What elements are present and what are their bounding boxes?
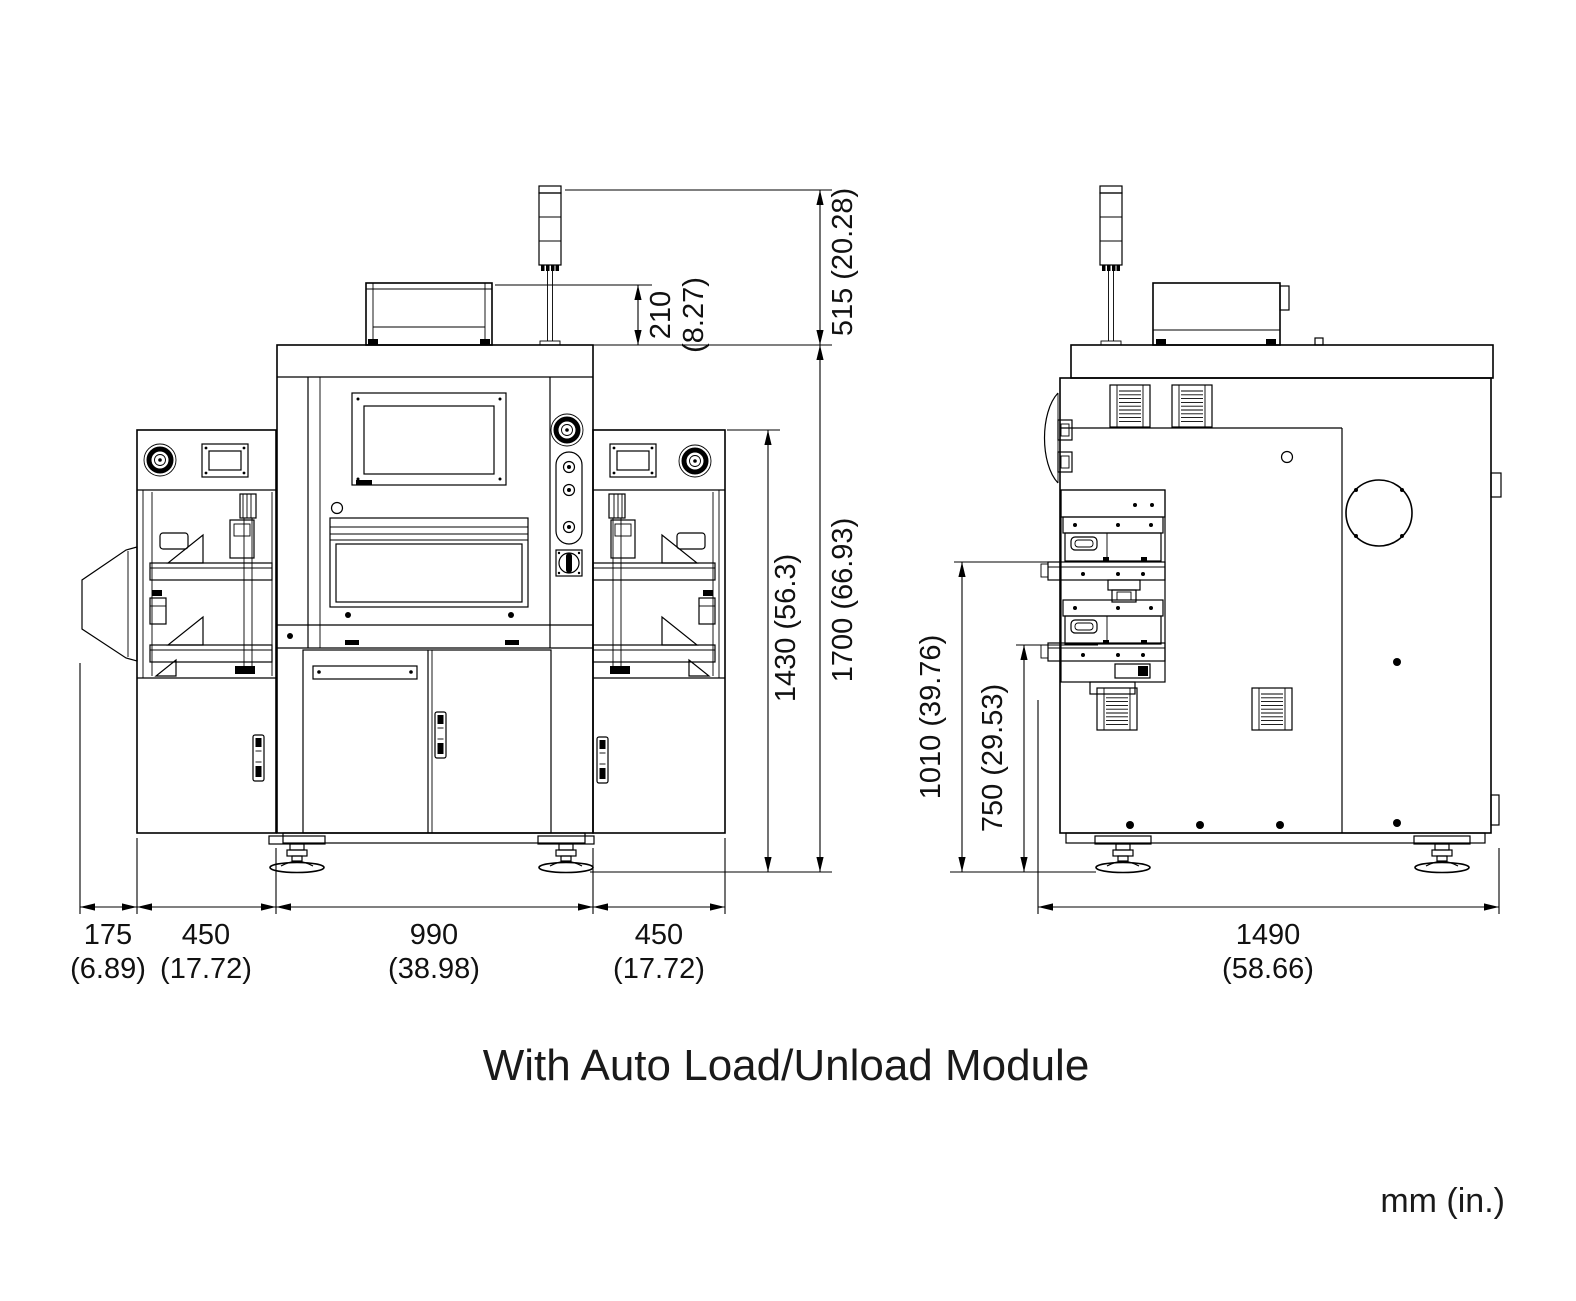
dim-515	[565, 188, 859, 345]
side-bracket	[1491, 473, 1501, 497]
side-view	[915, 186, 1501, 985]
dim-bottom-widths	[70, 663, 725, 985]
side-bracket	[1491, 795, 1499, 825]
cabinet-door-handle	[253, 735, 264, 781]
center-module	[269, 345, 594, 873]
left-loader-module	[137, 430, 276, 833]
side-dimensions	[915, 562, 1499, 985]
dim-210-in: (8.27)	[678, 277, 710, 353]
upper-vent-grille	[1172, 385, 1212, 427]
roof-monitor-box	[1153, 283, 1323, 345]
leveling-foot	[269, 836, 325, 873]
front-access-window	[330, 518, 528, 618]
front-view	[70, 186, 859, 985]
lower-cabinet	[303, 650, 551, 833]
dim-175-mm: 175	[83, 919, 133, 951]
circular-port	[1346, 480, 1412, 546]
dim-450r-mm: 450	[634, 919, 684, 951]
dim-450l-in: (17.72)	[160, 953, 252, 985]
emergency-stop-button	[679, 445, 711, 477]
front-dimensions	[70, 188, 859, 985]
main-display-panel	[352, 393, 506, 485]
status-display	[202, 444, 248, 477]
cabinet-door-handle	[435, 712, 446, 758]
leveling-foot	[1095, 836, 1151, 873]
side-chute-wedge	[82, 547, 137, 661]
lower-vent-grille	[1252, 688, 1292, 730]
roof-monitor-box	[366, 283, 492, 345]
machine-body-side	[1060, 345, 1501, 873]
upper-vent-grille	[1110, 385, 1150, 427]
dim-210	[495, 277, 710, 353]
units-label: mm (in.)	[1380, 1182, 1505, 1220]
emergency-stop-button	[551, 414, 583, 446]
upper-tray	[1063, 517, 1163, 561]
signal-tower-icon	[539, 186, 561, 345]
round-indicator	[1282, 452, 1293, 463]
dim-1430-label: 1430 (56.3)	[770, 553, 802, 703]
dim-750-label: 750 (29.53)	[977, 683, 1009, 833]
dim-210-mm: 210	[645, 290, 677, 340]
dim-175-in: (6.89)	[70, 953, 146, 985]
center-clamp	[1108, 580, 1140, 602]
signal-tower-icon	[1100, 186, 1122, 345]
cabinet-door-handle	[597, 737, 608, 783]
drawing-caption: With Auto Load/Unload Module	[482, 1041, 1090, 1090]
dim-990-mm: 990	[409, 919, 459, 951]
emergency-stop-button	[144, 444, 176, 476]
status-display	[610, 444, 656, 477]
dim-1490-in: (58.66)	[1222, 953, 1314, 985]
dim-1010-label: 1010 (39.76)	[915, 634, 947, 800]
leveling-foot	[1414, 836, 1470, 873]
dim-1700-label: 1700 (66.93)	[827, 517, 859, 683]
power-rotary-switch	[556, 550, 582, 576]
dim-1490-mm: 1490	[1235, 919, 1301, 951]
cabinet-label-strip	[313, 666, 417, 679]
dim-1430	[727, 430, 802, 872]
dim-515-label: 515 (20.28)	[827, 187, 859, 337]
dim-450r-in: (17.72)	[613, 953, 705, 985]
control-button-panel	[556, 452, 582, 544]
lower-tray	[1063, 600, 1163, 644]
dim-990-in: (38.98)	[388, 953, 480, 985]
dim-450l-mm: 450	[181, 919, 231, 951]
right-loader-module	[593, 430, 725, 833]
round-indicator	[332, 503, 343, 514]
